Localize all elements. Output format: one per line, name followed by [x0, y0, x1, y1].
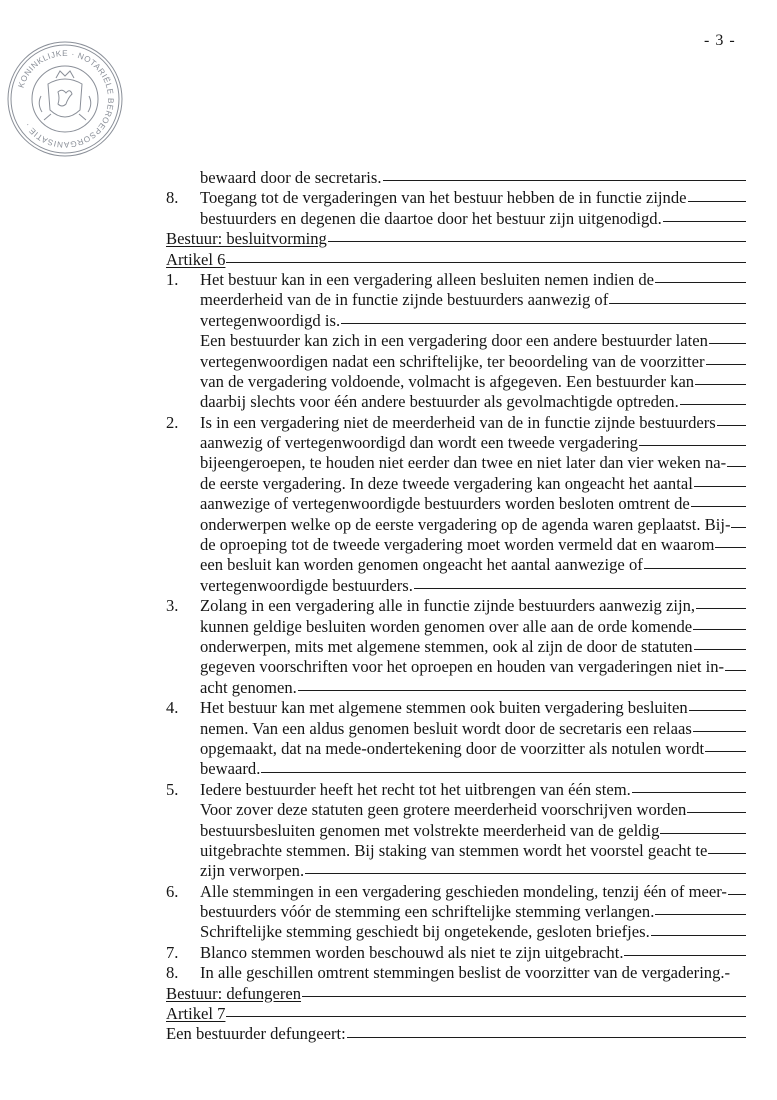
numbered-line: 3. Zolang in een vergadering alle in functie zijnde bestuurders aanwezig zijn,: [166, 596, 746, 616]
text-line: aanwezig of vertegenwoordigd dan wordt een tweede vergadering: [166, 433, 746, 453]
text-line: vertegenwoordigde bestuurders.: [166, 576, 746, 596]
clause-number: 7.: [166, 942, 179, 962]
clause-number: 3.: [166, 596, 179, 616]
text-line: Een bestuurder kan zich in een vergadering door een andere bestuurder laten: [166, 331, 746, 351]
numbered-line: 1. Het bestuur kan in een vergadering alleen besluiten nemen indien de: [166, 270, 746, 290]
text-line: bestuursbesluiten genomen met volstrekte meerderheid van de geldig: [166, 821, 746, 841]
numbered-line: 5. Iedere bestuurder heeft het recht tot het uitbrengen van één stem.: [166, 780, 746, 800]
article-heading: Artikel 6: [166, 250, 746, 270]
svg-text:KONINKLIJKE · NOTARIËLE BEROEP: KONINKLIJKE · NOTARIËLE BEROEPSORGANISATIE ·: [16, 48, 116, 150]
text-line: bijeengeroepen, te houden niet eerder dan twee en niet later dan vier weken na-: [166, 453, 746, 473]
numbered-line: 8. Toegang tot de vergaderingen van het bestuur hebben de in functie zijnde: [166, 188, 746, 208]
text-line: gegeven voorschriften voor het oproepen en houden van vergaderingen niet in-: [166, 657, 746, 677]
numbered-line: 6. Alle stemmingen in een vergadering geschieden mondeling, tenzij één of meer-: [166, 882, 746, 902]
numbered-line: 4. Het bestuur kan met algemene stemmen ook buiten vergadering besluiten: [166, 698, 746, 718]
text-line: daarbij slechts voor één andere bestuurder als gevolmachtigde optreden.: [166, 392, 746, 412]
text-line: bestuurders vóór de stemming een schriftelijke stemming verlangen.: [166, 902, 746, 922]
numbered-line: 8. In alle geschillen omtrent stemmingen beslist de voorzitter van de vergadering.-: [166, 963, 731, 983]
clause-number: 1.: [166, 269, 179, 289]
text-line: nemen. Van een aldus genomen besluit wordt door de secretaris een relaas: [166, 719, 746, 739]
article-heading: Artikel 7: [166, 1004, 746, 1024]
clause-number: 4.: [166, 698, 179, 718]
clause-number: 8.: [166, 963, 179, 983]
section-heading: Bestuur: besluitvorming: [166, 229, 746, 249]
text-line: zijn verworpen.: [166, 861, 746, 881]
numbered-line: 7. Blanco stemmen worden beschouwd als niet te zijn uitgebracht.: [166, 943, 746, 963]
text-line: opgemaakt, dat na mede-ondertekening door de voorzitter als notulen wordt: [166, 739, 746, 759]
text-line: meerderheid van de in functie zijnde bestuurders aanwezig of: [166, 290, 746, 310]
text-line: onderwerpen welke op de eerste vergadering op de agenda waren geplaatst. Bij-: [166, 515, 746, 535]
clause-number: 5.: [166, 779, 179, 799]
text-line: een besluit kan worden genomen ongeacht het aantal aanwezige of: [166, 555, 746, 575]
page-number: - 3 -: [704, 32, 736, 49]
text-line: kunnen geldige besluiten worden genomen over alle aan de orde komende: [166, 617, 746, 637]
text-line: Voor zover deze statuten geen grotere meerderheid voorschrijven worden: [166, 800, 746, 820]
text-line: uitgebrachte stemmen. Bij staking van stemmen wordt het voorstel geacht te: [166, 841, 746, 861]
text-line: Een bestuurder defungeert:: [166, 1024, 746, 1044]
clause-number: 6.: [166, 881, 179, 901]
text-line: acht genomen.: [166, 678, 746, 698]
section-heading: Bestuur: defungeren: [166, 984, 746, 1004]
text-line: de eerste vergadering. In deze tweede vergadering kan ongeacht het aantal: [166, 474, 746, 494]
text-line: vertegenwoordigen nadat een schriftelijke, ter beoordeling van de voorzitter: [166, 352, 746, 372]
text-line: bestuurders en degenen die daartoe door het bestuur zijn uitgenodigd.: [166, 209, 746, 229]
text-line: bewaard door de secretaris.: [166, 168, 746, 188]
text-line: Schriftelijke stemming geschiedt bij ongetekende, gesloten briefjes.: [166, 922, 746, 942]
numbered-line: 2. Is in een vergadering niet de meerderheid van de in functie zijnde bestuurders: [166, 413, 746, 433]
text-line: vertegenwoordigd is.: [166, 311, 746, 331]
clause-number: 2.: [166, 412, 179, 432]
text-line: de oproeping tot de tweede vergadering moet worden vermeld dat en waarom: [166, 535, 746, 555]
notary-seal-stamp: [4, 38, 126, 160]
document-body: [166, 168, 746, 1045]
clause-number: 8.: [166, 188, 179, 208]
text-line: van de vergadering voldoende, volmacht is afgegeven. Een bestuurder kan: [166, 372, 746, 392]
text-line: aanwezige of vertegenwoordigde bestuurders worden besloten omtrent de: [166, 494, 746, 514]
text-line: onderwerpen, mits met algemene stemmen, ook al zijn de door de statuten: [166, 637, 746, 657]
text-line: bewaard.: [166, 759, 746, 779]
